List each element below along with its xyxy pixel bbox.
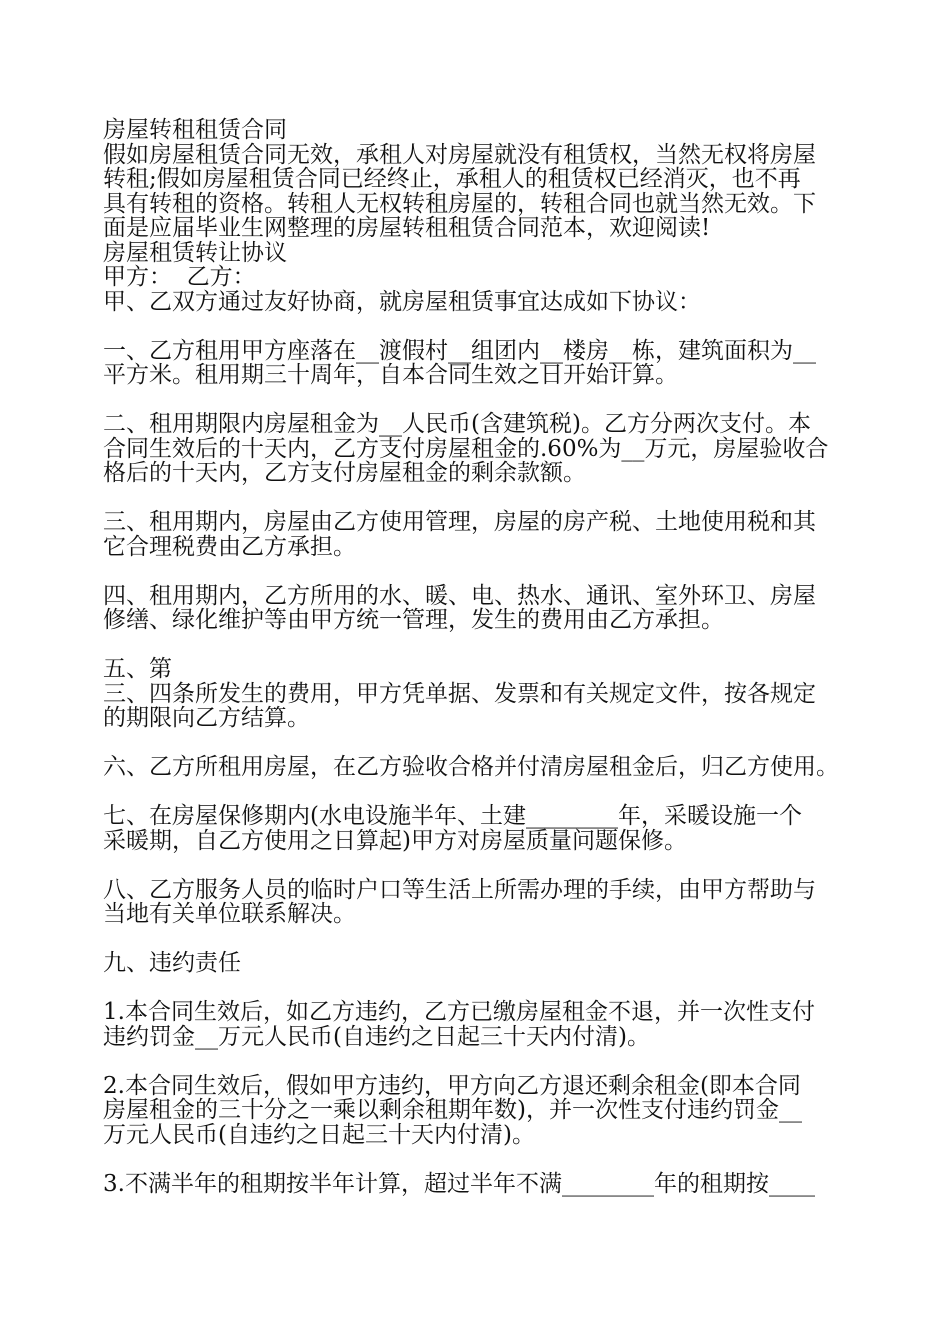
intro-line: 面是应届毕业生网整理的房屋转租租赁合同范本，欢迎阅读! [103, 215, 711, 241]
clause-3-line: 它合理税费由乙方承担。 [103, 533, 356, 560]
clause-9-2-line: 2.本合同生效后，假如甲方违约，甲方向乙方退还剩余租金(即本合同 [103, 1072, 801, 1099]
intro-line: 具有转租的资格。转租人无权转租房屋的，转租合同也就当然无效。下 [103, 190, 816, 217]
clause-9-1-line: 违约罚金__万元人民币(自违约之日起三十天内付清)。 [103, 1023, 650, 1050]
clause-5-line: 三、四条所发生的费用，甲方凭单据、发票和有关规定文件，按各规定 [103, 680, 816, 707]
clause-9-1-line: 1.本合同生效后，如乙方违约，乙方已缴房屋租金不退，并一次性支付 [103, 999, 815, 1025]
clause-9-3-line: 3.不满半年的租期按半年计算，超过半年不满________年的租期按____ [103, 1170, 815, 1197]
clause-5-line: 的期限向乙方结算。 [103, 705, 310, 731]
paragraph-gap [103, 1049, 853, 1074]
paragraph-gap [103, 1147, 853, 1172]
intro-line: 假如房屋租赁合同无效，承租人对房屋就没有租赁权，当然无权将房屋 [103, 141, 816, 168]
paragraph-gap [103, 486, 853, 511]
clause-8-line: 八、乙方服务人员的临时户口等生活上所需办理的手续，由甲方帮助与 [103, 876, 816, 903]
paragraph-gap [103, 853, 853, 878]
paragraph-gap [103, 976, 853, 1001]
agreement-title: 房屋租赁转让协议 [103, 239, 287, 266]
clause-1-line: 平方米。租用期三十周年，自本合同生效之日开始计算。 [103, 362, 678, 388]
clause-7-line: 采暖期，自乙方使用之日算起)甲方对房屋质量问题保修。 [103, 827, 687, 854]
clause-2-line: 合同生效后的十天内，乙方支付房屋租金的.60%为__万元，房屋验收合 [103, 435, 829, 462]
intro-line: 转租;假如房屋租赁合同已经终止，承租人的租赁权已经消灭，也不再 [103, 166, 801, 192]
paragraph-gap [103, 780, 853, 805]
document-body [103, 118, 853, 1196]
parties-line: 甲方： 乙方： [103, 264, 256, 290]
clause-4-line: 四、租用期内，乙方所用的水、暖、电、热水、通讯、室外环卫、房屋 [103, 582, 816, 609]
clause-7-line: 七、在房屋保修期内(水电设施半年、土建________年，采暖设施一个 [103, 803, 802, 829]
clause-2-line: 二、租用期限内房屋租金为__人民币(含建筑税)。乙方分两次支付。本 [103, 411, 811, 437]
clause-3-line: 三、租用期内，房屋由乙方使用管理，房屋的房产税、土地使用税和其 [103, 509, 816, 535]
clause-2-line: 格后的十天内，乙方支付房屋租金的剩余款额。 [103, 460, 586, 486]
document-title: 房屋转租租赁合同 [103, 117, 287, 143]
paragraph-gap [103, 731, 853, 756]
paragraph-gap [103, 927, 853, 952]
paragraph-gap [103, 388, 853, 413]
clause-9-2-line: 万元人民币(自违约之日起三十天内付清)。 [103, 1121, 535, 1148]
paragraph-gap [103, 559, 853, 584]
clause-8-line: 当地有关单位联系解决。 [103, 901, 356, 927]
clause-5-line: 五、第 [103, 656, 172, 682]
paragraph-gap [103, 633, 853, 658]
preamble-line: 甲、乙双方通过友好协商，就房屋租赁事宜达成如下协议： [103, 288, 701, 315]
clause-6-line: 六、乙方所租用房屋，在乙方验收合格并付清房屋租金后，归乙方使用。 [103, 754, 839, 780]
clause-9-title: 九、违约责任 [103, 950, 241, 976]
clause-1-line: 一、乙方租用甲方座落在__渡假村__组团内__楼房__栋，建筑面积为__ [103, 337, 816, 364]
clause-9-2-line: 房屋租金的三十分之一乘以剩余租期年数)，并一次性支付违约罚金__ [103, 1097, 802, 1123]
clause-4-line: 修缮、绿化维护等由甲方统一管理，发生的费用由乙方承担。 [103, 607, 724, 633]
paragraph-gap [103, 314, 853, 339]
